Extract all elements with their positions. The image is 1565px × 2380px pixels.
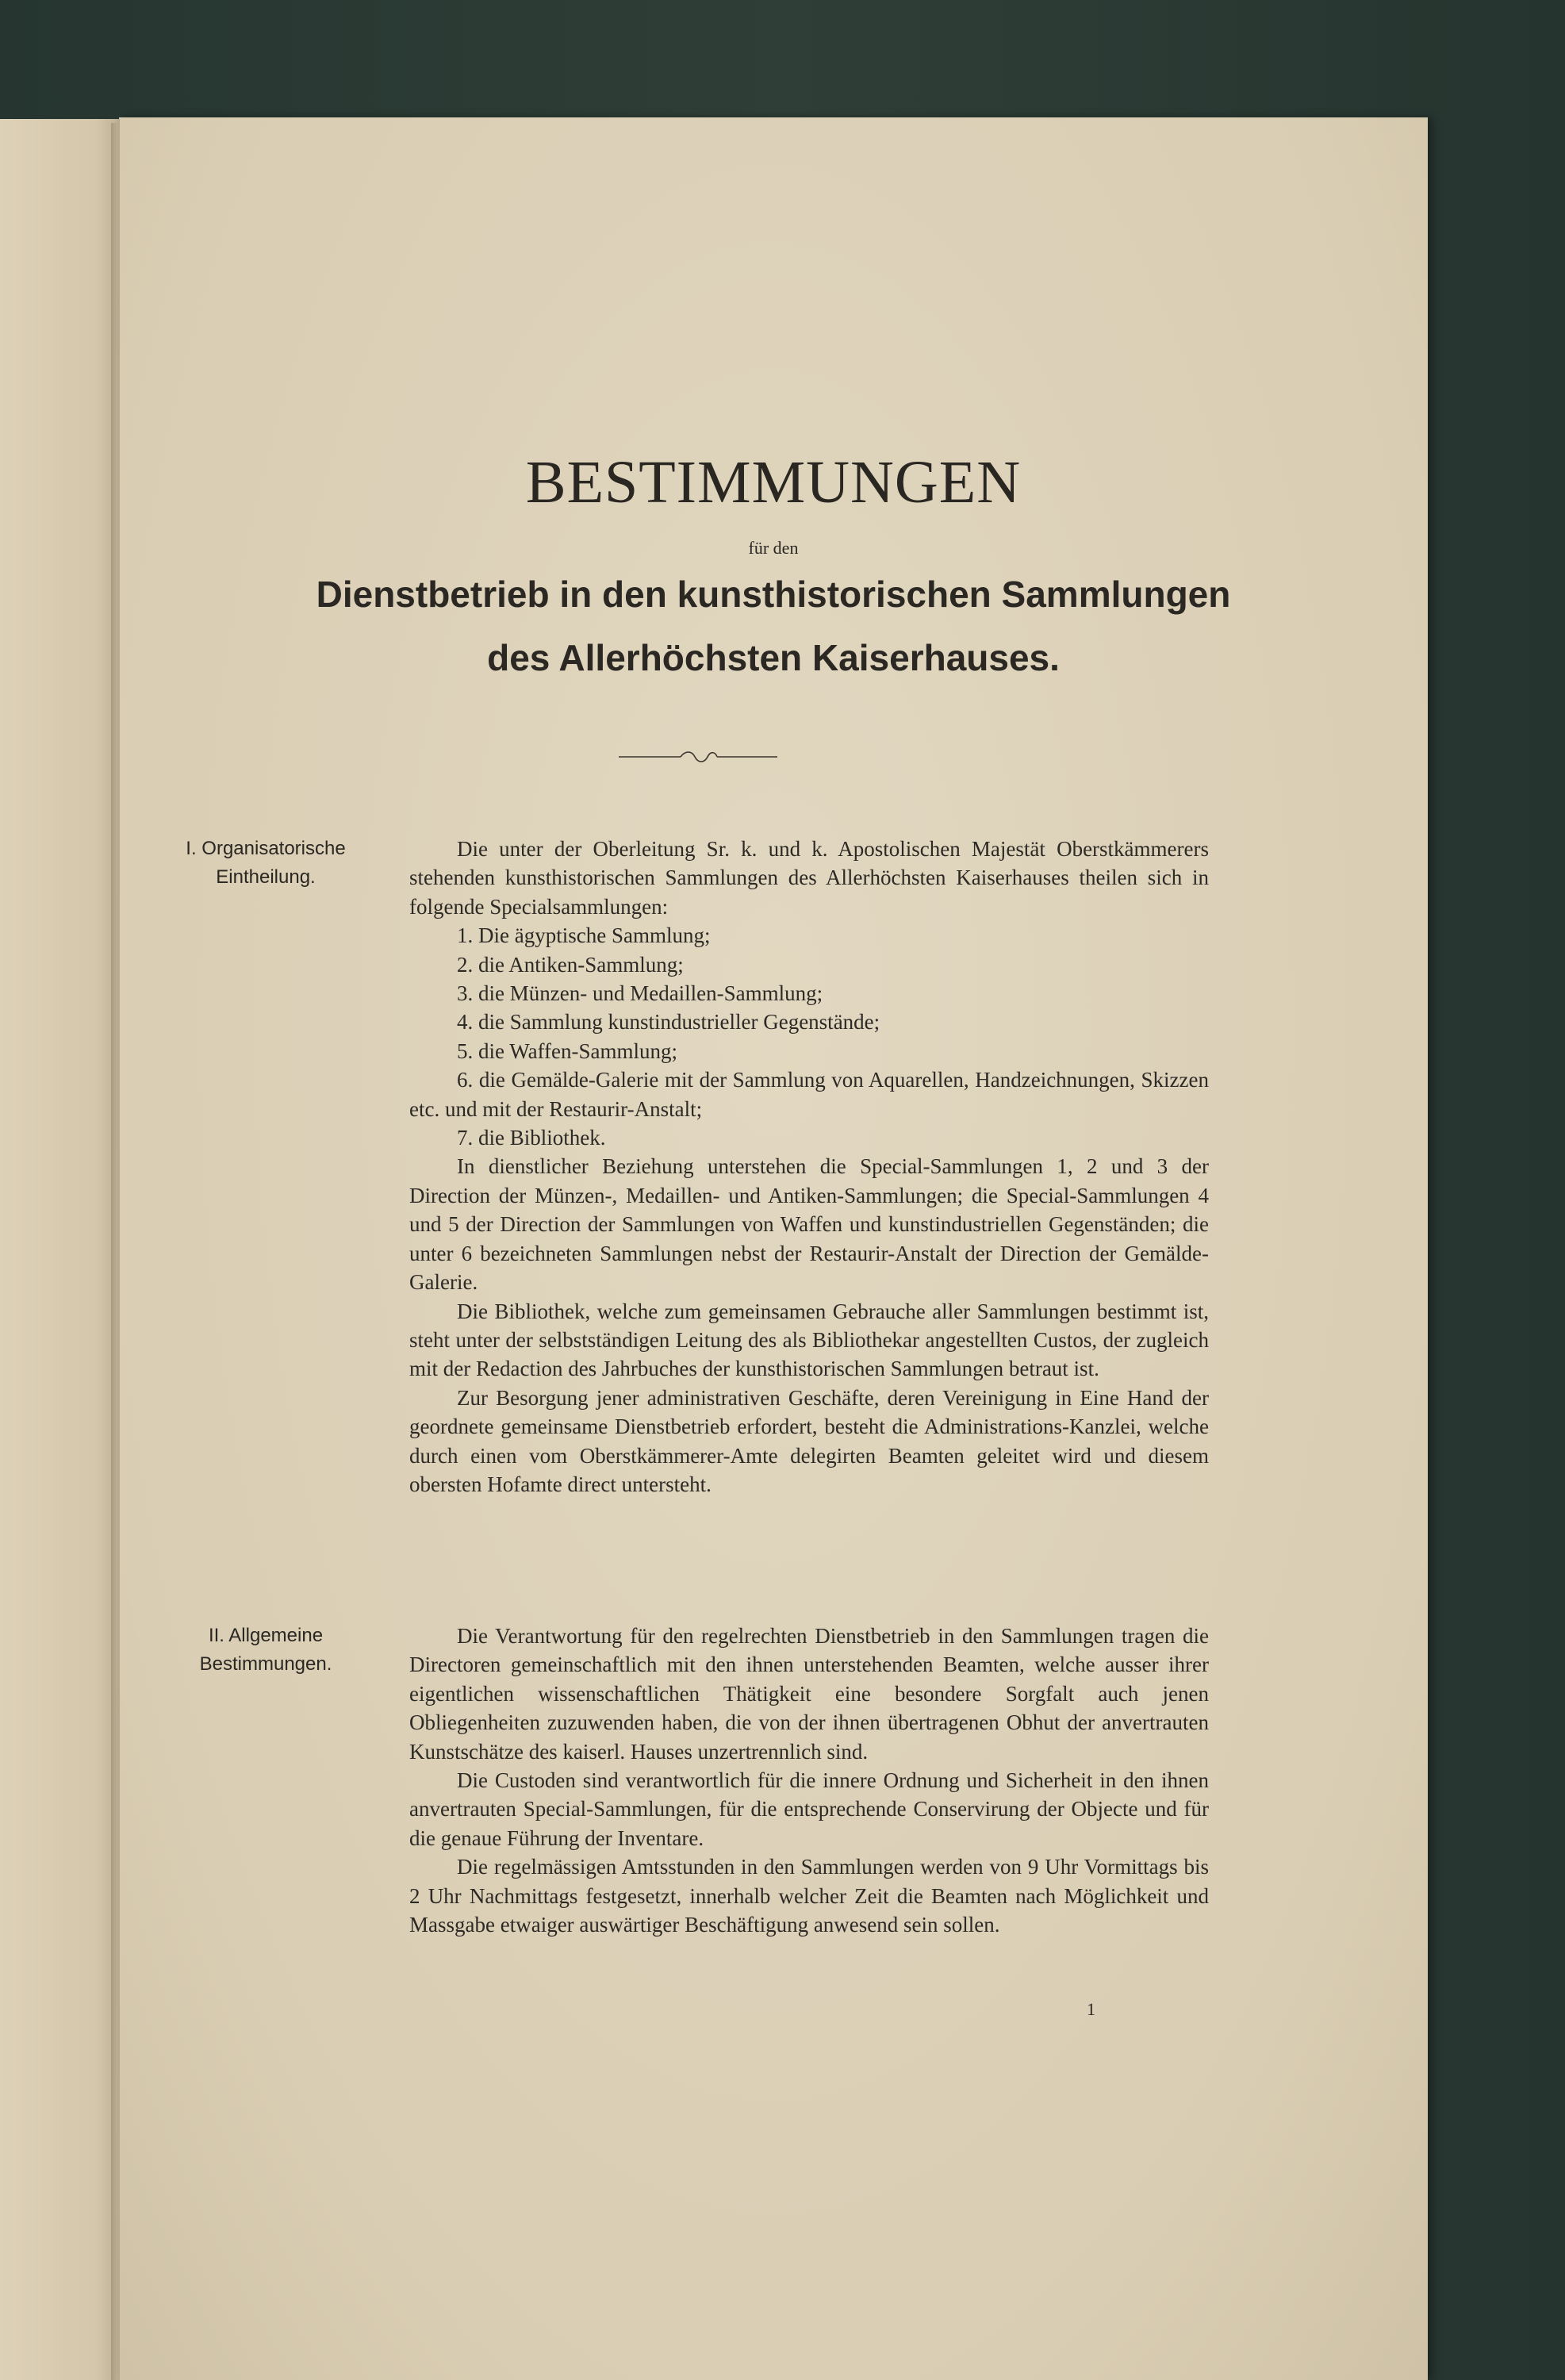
section-2-paragraph: Die Custoden sind verantwortlich für die innere Ordnung und Sicherheit in den ihnen anvertrauten Special-Sammlungen, für die entsprechende Conservirung der Objecte und für die genaue Führung der Inventare.	[409, 1768, 1209, 1850]
document-title: BESTIMMUNGEN	[525, 449, 1022, 516]
section-2-label	[135, 1622, 397, 1679]
section-1-intro: Die unter der Oberleitung Sr. k. und k. Apostolischen Majestät Oberstkämmerers stehenden kunsthistorischen Sammlungen des Allerhöchsten Kaiserhauses theilen sich in folgende Specialsammlungen:	[409, 837, 1209, 919]
list-item: 5. die Waffen-Sammlung;	[457, 1038, 678, 1063]
section-2-paragraph: Die regelmässigen Amtsstunden in den Sammlungen werden von 9 Uhr Vormittags bis 2 Uhr Nachmittags festgesetzt, innerhalb welcher Zeit die Beamten nach Möglichkeit und Massgabe etwaiger auswärtiger Beschäftigung anwesend sein sollen.	[409, 1855, 1209, 1937]
page-number: 1	[1087, 1999, 1095, 2019]
section-2-label-line2: Bestimmungen.	[199, 1653, 332, 1675]
section-1-paragraph: In dienstlicher Beziehung unterstehen die Special-Sammlungen 1, 2 und 3 der Direction der Münzen-, Medaillen- und Antiken-Sammlungen; die Special-Sammlungen 4 und 5 der Direction der Sammlungen von Waffen und kunstindustriellen Gegenständen; die unter 6 bezeichneten Sammlungen nebst der Restaurir-Anstalt der Direction der Gemälde-Galerie.	[409, 1154, 1209, 1295]
subtitle-line-2: des Allerhöchsten Kaiserhauses.	[487, 637, 1060, 678]
for-den-caption: für den	[748, 538, 799, 558]
list-item: 7. die Bibliothek.	[457, 1126, 606, 1150]
facing-page-edge	[0, 119, 119, 2380]
list-item: 4. die Sammlung kunstindustrieller Gegenstände;	[457, 1010, 880, 1035]
section-1-paragraph: Die Bibliothek, welche zum gemeinsamen Gebrauche aller Sammlungen bestimmt ist, steht unter der selbstständigen Leitung des als Bibliothekar angestellten Custos, der zugleich mit der Redaction des Jahrbuches der kunsthistorischen Sammlungen betraut ist.	[409, 1299, 1209, 1381]
ornament-divider-icon	[619, 747, 777, 766]
section-2-body	[409, 1622, 1209, 1939]
list-item: 1. Die ägyptische Sammlung;	[457, 923, 711, 948]
list-item: 3. die Münzen- und Medaillen-Sammlung;	[457, 981, 823, 1006]
list-item: 6. die Gemälde-Galerie mit der Sammlung von Aquarellen, Handzeichnungen, Skizzen etc. und mit der Restaurir-Anstalt;	[409, 1068, 1209, 1121]
section-2-paragraph: Die Verantwortung für den regelrechten Dienstbetrieb in den Sammlungen tragen die Directoren gemeinschaftlich mit den ihnen unterstehenden Beamten, welche ausser ihrer eigentlichen wissenschaftlichen Thätigkeit eine besondere Sorgfalt auch jenen Obliegenheiten zuzuwenden haben, die von der ihnen übertragenen Obhut der anvertrauten Kunstschätze des kaiserl. Hauses unzertrennlich sind.	[409, 1624, 1209, 1764]
section-1-body	[409, 835, 1209, 1499]
section-1-label	[135, 835, 397, 892]
section-1-label-line2: Eintheilung.	[216, 866, 316, 888]
section-2-label-line1: II. Allgemeine	[208, 1625, 324, 1646]
list-item: 2. die Antiken-Sammlung;	[457, 952, 684, 977]
section-1-label-line1: I. Organisatorische	[186, 838, 346, 859]
subtitle-line-1: Dienstbetrieb in den kunsthistorischen Sammlungen	[316, 574, 1231, 615]
section-1-paragraph: Zur Besorgung jener administrativen Geschäfte, deren Vereinigung in Eine Hand der geordnete gemeinsame Dienstbetrieb erfordert, besteht die Administrations-Kanzlei, welche durch einen vom Oberstkämmerer-Amte delegirten Beamten geleitet wird und diesem obersten Hofamte direct untersteht.	[409, 1385, 1209, 1496]
